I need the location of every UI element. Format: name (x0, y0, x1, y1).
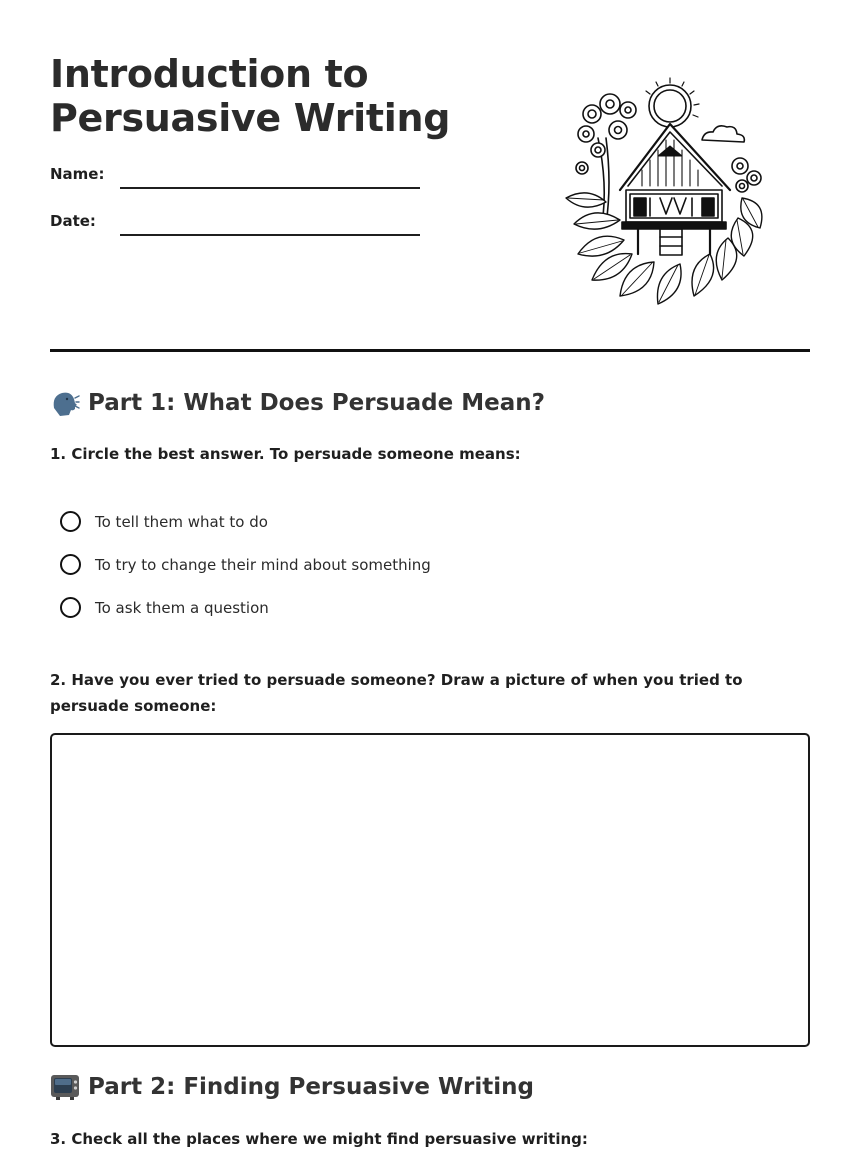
option-ask-a-question[interactable] (60, 597, 269, 618)
speaking-head-icon (50, 388, 80, 418)
date-label: Date: (50, 212, 96, 230)
stilt-house-with-tropical-plants-icon (562, 74, 778, 310)
drawing-box[interactable] (50, 733, 810, 1047)
question-1-prompt: 1. Circle the best answer. To persuade someone means: (50, 445, 521, 463)
title-line-1: Introduction to (50, 52, 369, 96)
radio-circle[interactable] (60, 597, 81, 618)
part1-heading-text: Part 1: What Does Persuade Mean? (88, 390, 545, 416)
name-label: Name: (50, 165, 105, 183)
television-icon (50, 1072, 80, 1102)
radio-circle[interactable] (60, 511, 81, 532)
option-tell-them-what-to-do[interactable] (60, 511, 268, 532)
option-label: To ask them a question (95, 598, 269, 617)
section-divider (50, 349, 810, 352)
part1-heading (50, 388, 545, 418)
option-label: To tell them what to do (95, 512, 268, 531)
question-2-prompt: 2. Have you ever tried to persuade someone? Draw a picture of when you tried to persuade someone: (50, 671, 743, 715)
name-field[interactable] (120, 187, 420, 189)
worksheet-title (50, 52, 520, 140)
option-change-their-mind[interactable] (60, 554, 431, 575)
question-3-prompt: 3. Check all the places where we might find persuasive writing: (50, 1130, 588, 1148)
date-field[interactable] (120, 234, 420, 236)
radio-circle[interactable] (60, 554, 81, 575)
part2-heading (50, 1072, 534, 1102)
title-line-2: Persuasive Writing (50, 96, 451, 140)
part2-heading-text: Part 2: Finding Persuasive Writing (88, 1074, 534, 1100)
option-label: To try to change their mind about something (95, 555, 431, 574)
